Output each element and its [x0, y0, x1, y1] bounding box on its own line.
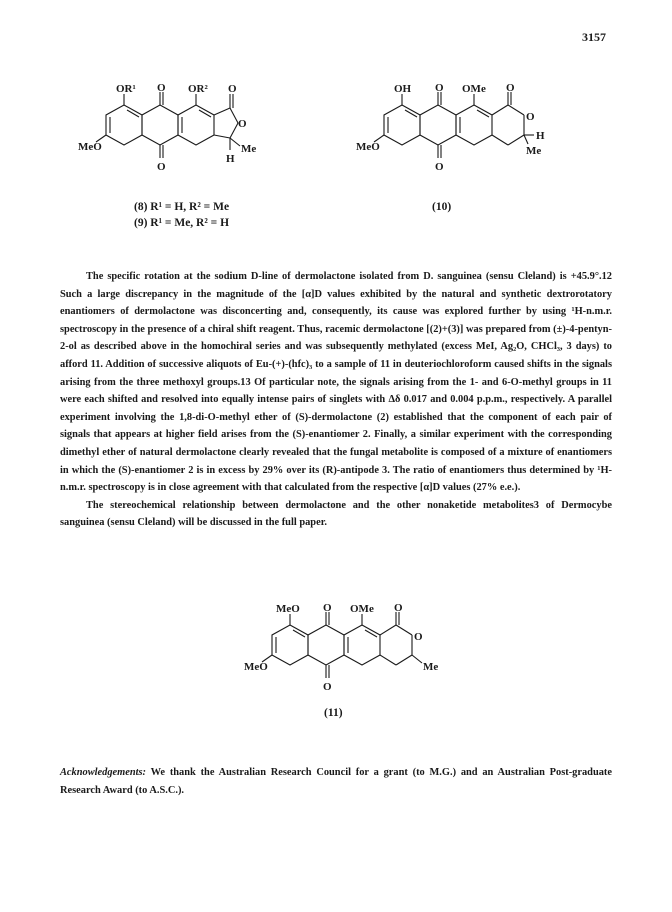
methoxy-label: MeO: [244, 661, 268, 673]
methyl-label: Me: [241, 143, 257, 155]
or2-label: OR²: [188, 83, 208, 95]
structure-10: [356, 80, 572, 180]
caption-10: (10): [432, 201, 452, 213]
caption-11: (11): [324, 707, 343, 719]
methoxy-label: MeO: [78, 141, 102, 153]
or1-label: OR¹: [116, 83, 136, 95]
quinone-oxygen-label: O: [157, 161, 166, 173]
acknowledgements-text: We thank the Australian Research Council for a grant (to M.G.) and an Australian Post-graduate Research Award (to A.S.C.).: [60, 767, 612, 796]
acknowledgements: [60, 764, 612, 799]
paragraph-2: The stereochemical relationship between dermolactone and the other nonaketide metabolites3 of Dermocybe sanguinea (sensu Cleland) will be discussed in the full paper.: [60, 499, 612, 529]
caption-8: (8) R¹ = H, R² = Me: [134, 201, 230, 213]
lactone-carbonyl-label: O: [506, 82, 515, 94]
ring-oxygen-label: O: [238, 118, 247, 130]
paragraph-1: The specific rotation at the sodium D-line of dermolactone isolated from D. sanguinea (sensu Cleland) is +45.9°.12 Such a large discrepancy in the magnitude of the [α]D values exhibited by the natural and synthetic dextrorotatory enantiomers of dermolactone was disconcerting and, consequently, its cause was explored further by using ¹H-n.m.r. spectroscopy in the presence of a chiral shift reagent. Thus, racemic dermolactone [(2)+(3)] was prepared from (±)-4-pentyn-2-ol as described above in the homochiral series and was subsequently methylated (excess MeI, Ag₂O, CHCl₃, 3 days) to afford 11. Addition of successive aliquots of Eu-(+)-(hfc)₃ to a sample of 11 in deuteriochloroform caused shifts in the signals arising from the three methoxyl groups.13 Of particular note, the signals arising from the 1- and 6-O-methyl groups in 11 were each shifted and resolved into equally intense pairs of singlets with Δδ 0.017 and 0.004 p.p.m., respectively. A parallel experiment involving the 1,8-di-O-methyl ether of (S)-dermolactone (2) established that the component of each pair of signals that appears at higher field arises from the (S)-enantiomer 2. Finally, a similar experiment with the corresponding dimethyl ether of natural dermolactone clearly revealed that the fungal metabolite is composed of a mixture of enantiomers in which the (S)-enantiomer 2 is in excess by 29% over its (R)-antipode 3. The ratio of enantiomers thus determined by ¹H-n.m.r. spectroscopy is in close agreement with that calculated from the respective [α]D values (27% e.e.).: [60, 271, 612, 494]
lactone-carbonyl-label: O: [394, 602, 403, 614]
carbonyl-label: O: [157, 82, 166, 94]
quinone-oxygen-label: O: [323, 681, 332, 693]
caption-9: (9) R¹ = Me, R² = H: [134, 217, 230, 229]
carbonyl-label: O: [435, 82, 444, 94]
hydroxy-label: OH: [394, 83, 412, 95]
lactone-carbonyl-label: O: [228, 83, 237, 95]
carbonyl-label: O: [323, 602, 332, 614]
methyl-label: Me: [423, 661, 439, 673]
methoxy-top-label: OMe: [350, 603, 374, 615]
structure-8-9: [78, 80, 284, 180]
structure-11: [244, 600, 470, 700]
methyl-label: Me: [526, 145, 542, 157]
body-text: [60, 268, 612, 532]
ring-oxygen-label: O: [414, 631, 423, 643]
hydrogen-label: H: [536, 130, 545, 142]
page-number: 3157: [582, 30, 606, 44]
methoxy-top-label: OMe: [462, 83, 486, 95]
methoxy-top-left-label: MeO: [276, 603, 300, 615]
hydrogen-label: H: [226, 153, 235, 165]
quinone-oxygen-label: O: [435, 161, 444, 173]
ring-oxygen-label: O: [526, 111, 535, 123]
acknowledgements-lead: Acknowledgements:: [60, 767, 147, 778]
methoxy-label: MeO: [356, 141, 380, 153]
